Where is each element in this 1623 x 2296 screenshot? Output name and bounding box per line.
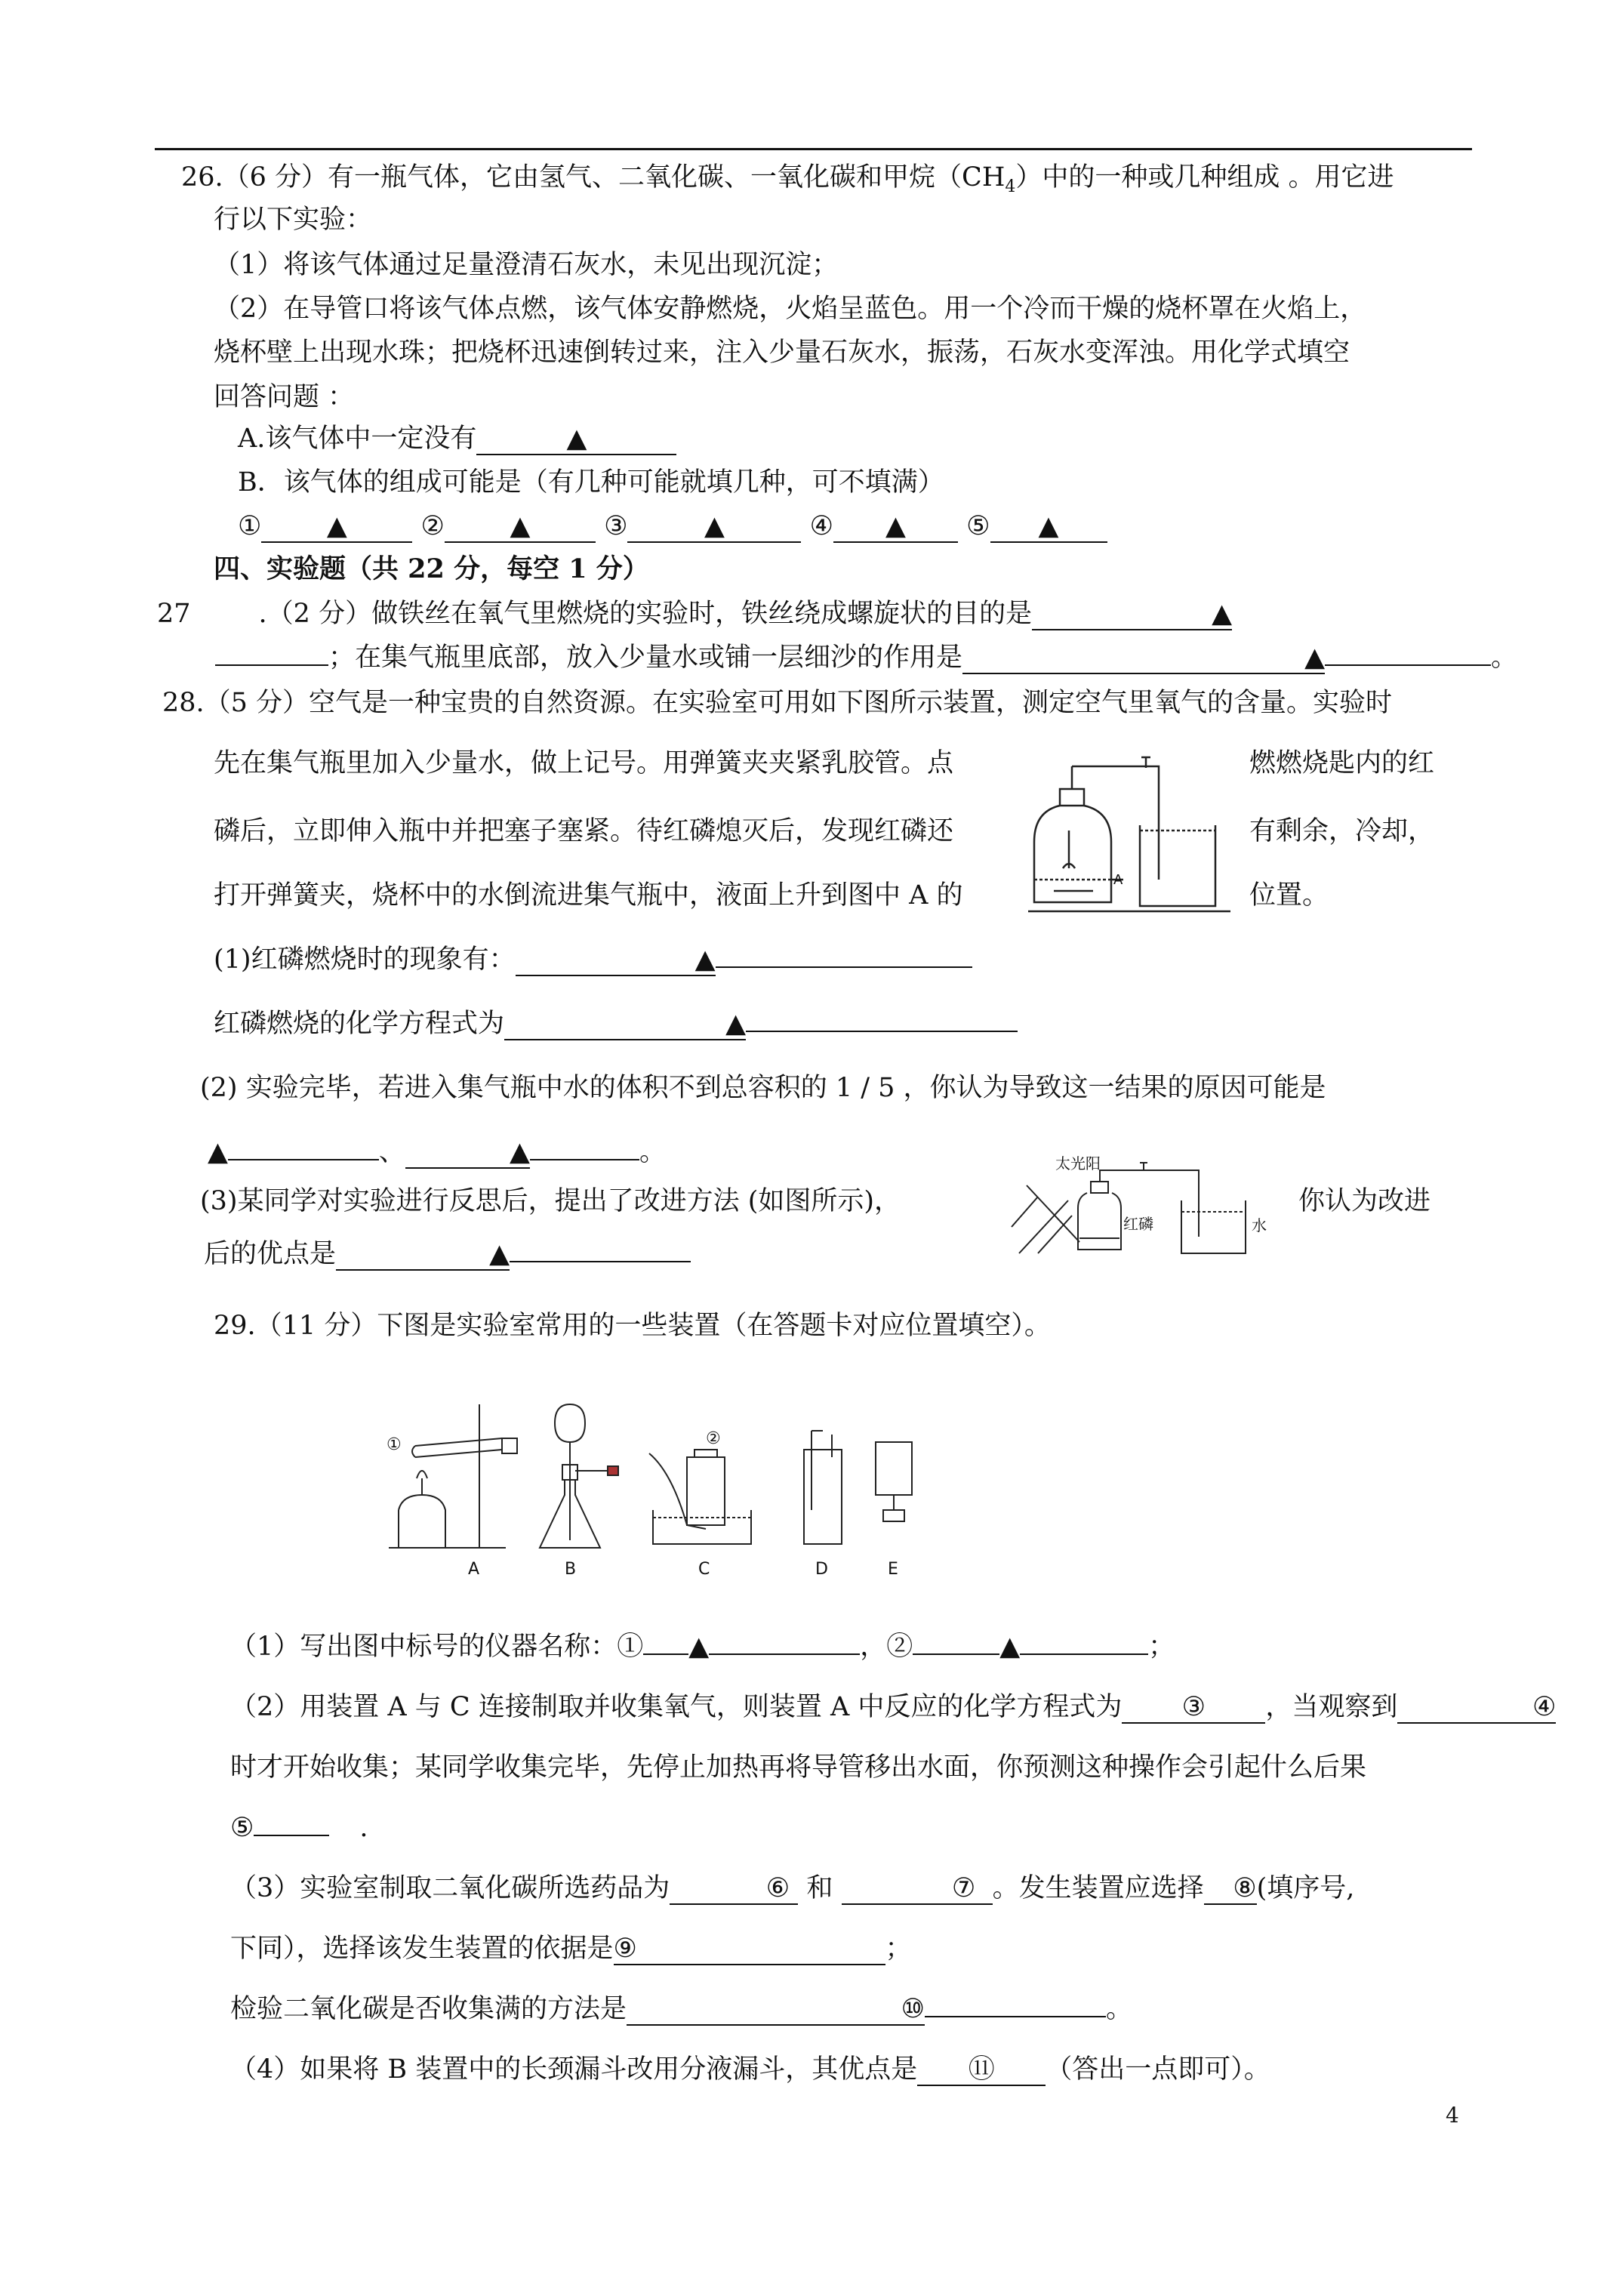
section-heading: 四、实验题（共 22 分，每空 1 分） <box>214 553 649 584</box>
lab-apparatus-figure <box>370 1397 996 1589</box>
fig-num-1: ① <box>387 1435 402 1454</box>
q29-sub-2b: 时才开始收集；某同学收集完毕，先停止加热再将导管移出水面，你预测这种操作会引起什么后果 <box>230 1752 1367 1783</box>
answer-blank[interactable]: ▲ <box>990 512 1107 543</box>
q26-line-2: 行以下实验： <box>214 205 373 235</box>
fig-label-A: A <box>468 1560 480 1579</box>
q29-sub-4: （4）如果将 B 装置中的长颈漏斗改用分液漏斗，其优点是 ⑪ （答出一点即可）。 <box>230 2054 1270 2085</box>
answer-blank[interactable] <box>254 1835 329 1836</box>
fig-label-a: A <box>1113 872 1123 888</box>
q28-sub-2-blanks: ▲ 、 ▲ 。 <box>208 1137 666 1167</box>
q28-sub-1: (1)红磷燃烧时的现象有： ▲ <box>214 944 972 976</box>
answer-blank[interactable]: ▲ <box>476 424 676 455</box>
fig-label-water: 水 <box>1252 1216 1267 1234</box>
answer-blank[interactable] <box>228 1159 379 1160</box>
answer-blank[interactable]: ▲ <box>261 512 412 543</box>
q28-line-4b: 位置。 <box>1249 880 1329 911</box>
answer-blank[interactable]: ⑪ <box>917 2055 1046 2086</box>
q26-choices: ① ▲ ② ▲ ③ ▲ ④ ▲ ⑤ ▲ <box>238 510 1107 543</box>
fig-label-sun: 太光阳 <box>1055 1154 1101 1173</box>
header-rule <box>155 148 1472 150</box>
answer-blank[interactable]: ⑩ <box>627 1995 925 2026</box>
answer-blank[interactable]: ▲ <box>627 512 801 543</box>
q29-sub-3b: 下同），选择该发生装置的依据是⑨ ； <box>230 1934 912 1964</box>
page-number: 4 <box>1446 2103 1459 2128</box>
answer-blank[interactable] <box>530 1159 639 1160</box>
answer-blank[interactable] <box>215 664 328 666</box>
q29-sub-3c: 检验二氧化碳是否收集满的方法是 ⑩ 。 <box>230 1994 1133 2024</box>
answer-blank[interactable]: ▲ <box>833 512 958 543</box>
q26-part-a: A.该气体中一定没有 ▲ <box>238 423 676 455</box>
q28-line-2b: 燃燃烧匙内的红 <box>1249 748 1435 778</box>
answer-blank[interactable]: ▲ <box>504 1009 746 1040</box>
q26-part-b: B．该气体的组成可能是（有几种可能就填几种，可不填满） <box>238 467 944 498</box>
answer-blank[interactable]: ▲ <box>962 643 1325 674</box>
fig-num-2: ② <box>706 1429 721 1448</box>
q29-sub-2c: ⑤ . <box>230 1813 368 1843</box>
answer-blank[interactable]: ▲ <box>336 1240 510 1271</box>
q28-sub-2: (2) 实验完毕，若进入集气瓶中水的体积不到总容积的 1 / 5 ，你认为导致这一结果的原因可能是 <box>200 1073 1326 1103</box>
q29-line-1: 29.（11 分）下图是实验室常用的一些装置（在答题卡对应位置填空）。 <box>214 1311 1051 1341</box>
fig-label-E: E <box>888 1560 898 1579</box>
fig-label-phosphorus: 红磷 <box>1123 1215 1153 1233</box>
q28-line-3a: 磷后，立即伸入瓶中并把塞子塞紧。待红磷熄灭后，发现红磷还 <box>214 816 954 846</box>
fig-label-B: B <box>565 1560 577 1579</box>
answer-blank[interactable]: ⑧ <box>1204 1874 1257 1905</box>
oxygen-measurement-apparatus-figure <box>1027 736 1242 917</box>
q27-line-2: ；在集气瓶里底部，放入少量水或铺一层细沙的作用是 ▲ 。 <box>215 642 1517 674</box>
answer-blank[interactable] <box>1325 664 1491 666</box>
fig-label-C: C <box>698 1560 710 1579</box>
fig-label-D: D <box>815 1560 828 1579</box>
q28-sub-1b: 红磷燃烧的化学方程式为 ▲ <box>214 1008 1018 1040</box>
answer-blank[interactable]: ▲ <box>445 512 596 543</box>
answer-blank[interactable] <box>709 1653 860 1655</box>
q29-sub-1: （1）写出图中标号的仪器名称：① ▲ ，② ▲ ； <box>230 1632 1175 1662</box>
q26-line-3: （1）将该气体通过足量澄清石灰水，未见出现沉淀； <box>214 250 839 280</box>
q29-sub-3: （3）实验室制取二氧化碳所选药品为 ⑥ 和 ⑦ 。发生装置应选择 ⑧(填序号, <box>230 1873 1355 1903</box>
answer-blank[interactable] <box>925 2016 1106 2017</box>
answer-blank[interactable] <box>643 1653 688 1655</box>
answer-blank[interactable] <box>510 1261 691 1262</box>
q26-line-4: （2）在导管口将该气体点燃，该气体安静燃烧，火焰呈蓝色。用一个冷而干燥的烧杯罩在火焰上， <box>214 294 1367 324</box>
q27-line-1: 27 .（2 分）做铁丝在氧气里燃烧的实验时，铁丝绕成螺旋状的目的是 ▲ <box>157 599 1233 629</box>
answer-blank[interactable] <box>716 966 972 968</box>
answer-blank[interactable]: ▲ <box>516 945 716 976</box>
answer-blank[interactable] <box>1020 1653 1148 1655</box>
answer-blank[interactable]: ⑥ <box>670 1874 798 1905</box>
answer-blank[interactable]: ④ <box>1397 1693 1556 1724</box>
q28-line-2a: 先在集气瓶里加入少量水，做上记号。用弹簧夹夹紧乳胶管。点 <box>214 748 954 778</box>
answer-blank[interactable]: ⑦ <box>842 1874 993 1905</box>
q26-line-1: 26.（6 分）有一瓶气体，它由氢气、二氧化碳、一氧化碳和甲烷$(CH_4)$中的一种或几种组成 。用它进 <box>181 162 1394 196</box>
answer-blank[interactable]: ▲ <box>1032 599 1232 630</box>
answer-blank[interactable]: ⑨ <box>614 1934 885 1965</box>
q28-line-1: 28.（5 分）空气是一种宝贵的自然资源。在实验室可用如下图所示装置，测定空气里氧气的含量。实验时 <box>162 688 1393 718</box>
answer-blank[interactable] <box>746 1031 1018 1032</box>
answer-blank[interactable] <box>913 1653 999 1655</box>
improved-apparatus-figure <box>996 1155 1291 1257</box>
q28-sub-3: (3)某同学对实验进行反思后，提出了改进方法 (如图所示)， <box>200 1186 901 1216</box>
q29-sub-2: （2）用装置 A 与 C 连接制取并收集氧气，则装置 A 中反应的化学方程式为 ③ ，当观察到 ④ <box>230 1692 1557 1722</box>
answer-blank[interactable]: ③ <box>1122 1693 1265 1724</box>
answer-blank[interactable]: ▲ <box>405 1138 530 1169</box>
q26-line-6: 回答问题 ： <box>214 382 355 412</box>
q28-line-3b: 有剩余，冷却， <box>1249 816 1435 846</box>
q28-sub-3b: 后的优点是 ▲ <box>204 1238 691 1271</box>
q26-line-5: 烧杯壁上出现水珠；把烧杯迅速倒转过来，注入少量石灰水，振荡，石灰水变浑浊。用化学式填空 <box>214 337 1350 368</box>
q28-sub-3-right: 你认为改进 <box>1298 1186 1431 1216</box>
q28-line-4a: 打开弹簧夹，烧杯中的水倒流进集气瓶中，液面上升到图中 A 的 <box>214 880 963 911</box>
